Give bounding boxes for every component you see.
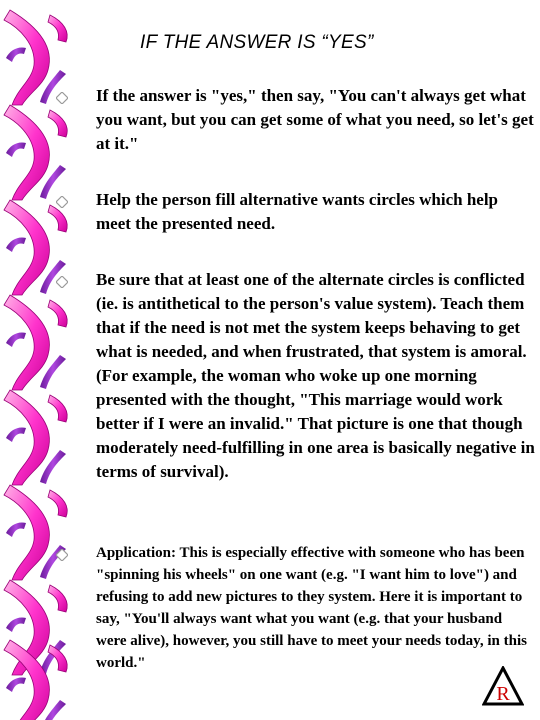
diamond-bullet-icon (56, 196, 68, 208)
diamond-bullet-icon (56, 92, 68, 104)
pink-ribbon-border-icon (0, 0, 80, 720)
bullet-item-2: Help the person fill alternative wants circles which help meet the presented need. (96, 190, 498, 233)
diamond-bullet-icon (56, 276, 68, 288)
bullet-item-4: Application: This is especially effective with someone who has been "spinning his wheels" on one want (e.g. "I want him to love") and refusing to add new pictures to they system. Here it is important to say, "You'll always want what you want (e.g. that your husband were alive), however, you still have to meet your needs today, in this world." (96, 545, 527, 671)
bullet-item-1: If the answer is "yes," then say, "You can't always get what you want, but you can get some of what you need, so let's get at it." (96, 86, 534, 153)
slide-title: IF THE ANSWER IS “YES” (140, 32, 374, 53)
diamond-bullet-icon (56, 549, 68, 561)
logo-letter: R (496, 683, 510, 705)
bullet-item-3: Be sure that at least one of the alternate circles is conflicted (ie. is antithetical to the person's value system). Teach them that if the need is not met the system keeps behaving to get what is needed, and when frustrated, that system is amoral. (For example, the woman who woke up one morning presented with the thought, "This marriage would work better if I were an invalid." That picture is one that though moderately need-fulfilling in one area is basically negative in terms of survival). (96, 270, 535, 481)
triangle-r-logo-icon (482, 666, 524, 706)
